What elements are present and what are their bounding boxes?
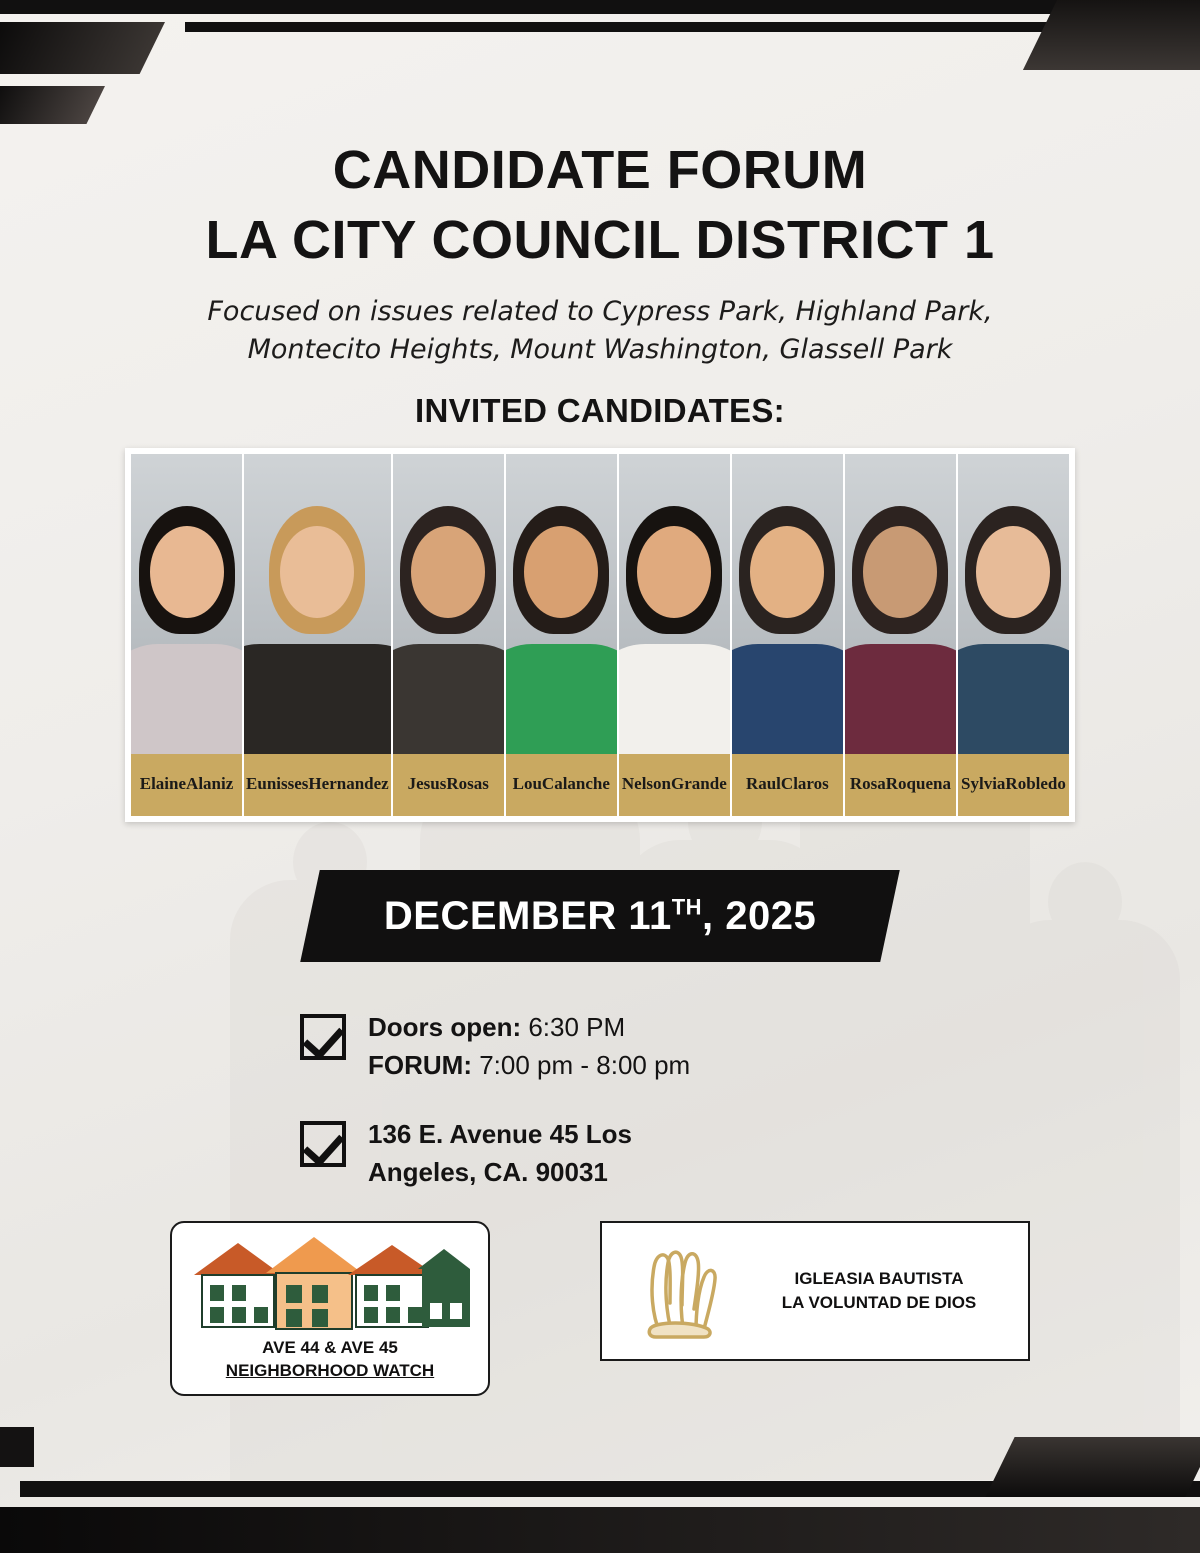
candidate-name xyxy=(619,754,730,816)
neighborhood-watch-line-2: NEIGHBORHOOD WATCH xyxy=(225,1360,435,1380)
candidate-name xyxy=(845,754,956,816)
candidate-first-name: Lou xyxy=(512,773,542,793)
candidate-name xyxy=(958,754,1069,816)
church-logo xyxy=(600,1221,1030,1361)
candidate-card xyxy=(619,454,732,816)
praying-hands-icon xyxy=(620,1237,730,1345)
address-detail-row xyxy=(300,1115,910,1192)
event-details xyxy=(290,1008,910,1192)
candidate-first-name: Nelson xyxy=(621,773,672,793)
candidate-card xyxy=(958,454,1069,816)
checkbox-icon xyxy=(300,1121,346,1167)
candidate-photo xyxy=(845,454,956,754)
candidate-name xyxy=(393,754,504,816)
page-subtitle-district: LA CITY COUNCIL DISTRICT 1 xyxy=(205,210,995,271)
address-line-2: Angeles, CA. 90031 xyxy=(368,1157,608,1187)
candidate-last-name: Hernandez xyxy=(308,773,389,793)
candidate-first-name: Rosa xyxy=(849,773,886,793)
candidate-first-name: Raul xyxy=(745,773,781,793)
candidate-last-name: Grande xyxy=(671,773,727,793)
forum-label: FORUM: xyxy=(368,1050,472,1081)
candidate-photo xyxy=(131,454,242,754)
candidate-card xyxy=(131,454,244,816)
houses-icon xyxy=(182,1233,478,1337)
focus-line-2: Montecito Heights, Mount Washington, Glassell Park xyxy=(247,334,953,366)
candidate-photo-strip xyxy=(125,448,1075,822)
candidate-card xyxy=(244,454,393,816)
candidate-name xyxy=(131,754,242,816)
doors-open-time: 6:30 PM xyxy=(521,1011,626,1042)
candidate-photo xyxy=(958,454,1069,754)
candidate-photo xyxy=(619,454,730,754)
candidate-card xyxy=(506,454,619,816)
time-detail-row xyxy=(300,1008,910,1085)
neighborhood-watch-line-1: AVE 44 & AVE 45 xyxy=(262,1338,398,1358)
event-date-banner xyxy=(300,870,900,962)
candidate-name xyxy=(244,754,391,816)
focus-line-1: Focused on issues related to Cypress Park, Highland Park, xyxy=(207,295,993,327)
candidate-photo xyxy=(393,454,504,754)
candidate-last-name: Rosas xyxy=(446,773,489,793)
address-line-1: 136 E. Avenue 45 Los xyxy=(368,1118,632,1149)
neighborhood-houses-svg xyxy=(182,1233,478,1337)
candidate-photo xyxy=(506,454,617,754)
church-name-line-1: IGLEASIA BAUTISTA xyxy=(794,1268,964,1288)
forum-time: 7:00 pm - 8:00 pm xyxy=(471,1050,691,1081)
event-date-suffix: TH xyxy=(671,893,702,919)
neighborhood-watch-logo xyxy=(170,1221,490,1395)
sponsor-logos xyxy=(150,1221,1050,1395)
candidate-name xyxy=(732,754,843,816)
candidate-last-name: Claros xyxy=(780,773,829,793)
doors-open-label: Doors open: xyxy=(368,1011,522,1042)
invited-candidates-heading: INVITED CANDIDATES: xyxy=(415,391,785,429)
candidate-last-name: Alaniz xyxy=(186,773,234,793)
page-title: CANDIDATE FORUM xyxy=(332,140,868,200)
candidate-card xyxy=(845,454,958,816)
candidate-last-name: Robledo xyxy=(1005,773,1066,793)
candidate-last-name: Roquena xyxy=(885,773,951,793)
candidate-last-name: Calanche xyxy=(541,773,610,793)
candidate-name xyxy=(506,754,617,816)
candidate-card xyxy=(732,454,845,816)
candidate-first-name: Eunisses xyxy=(246,773,309,793)
church-name-line-2: LA VOLUNTAD DE DIOS xyxy=(781,1293,977,1313)
checkbox-icon xyxy=(300,1014,346,1060)
candidate-photo xyxy=(732,454,843,754)
candidate-photo xyxy=(244,454,391,754)
event-year: , 2025 xyxy=(701,893,817,938)
candidate-first-name: Sylvia xyxy=(961,773,1006,793)
candidate-card xyxy=(393,454,506,816)
event-date: DECEMBER 11 xyxy=(383,893,672,938)
candidate-first-name: Jesus xyxy=(407,773,447,793)
candidate-first-name: Elaine xyxy=(139,773,187,793)
